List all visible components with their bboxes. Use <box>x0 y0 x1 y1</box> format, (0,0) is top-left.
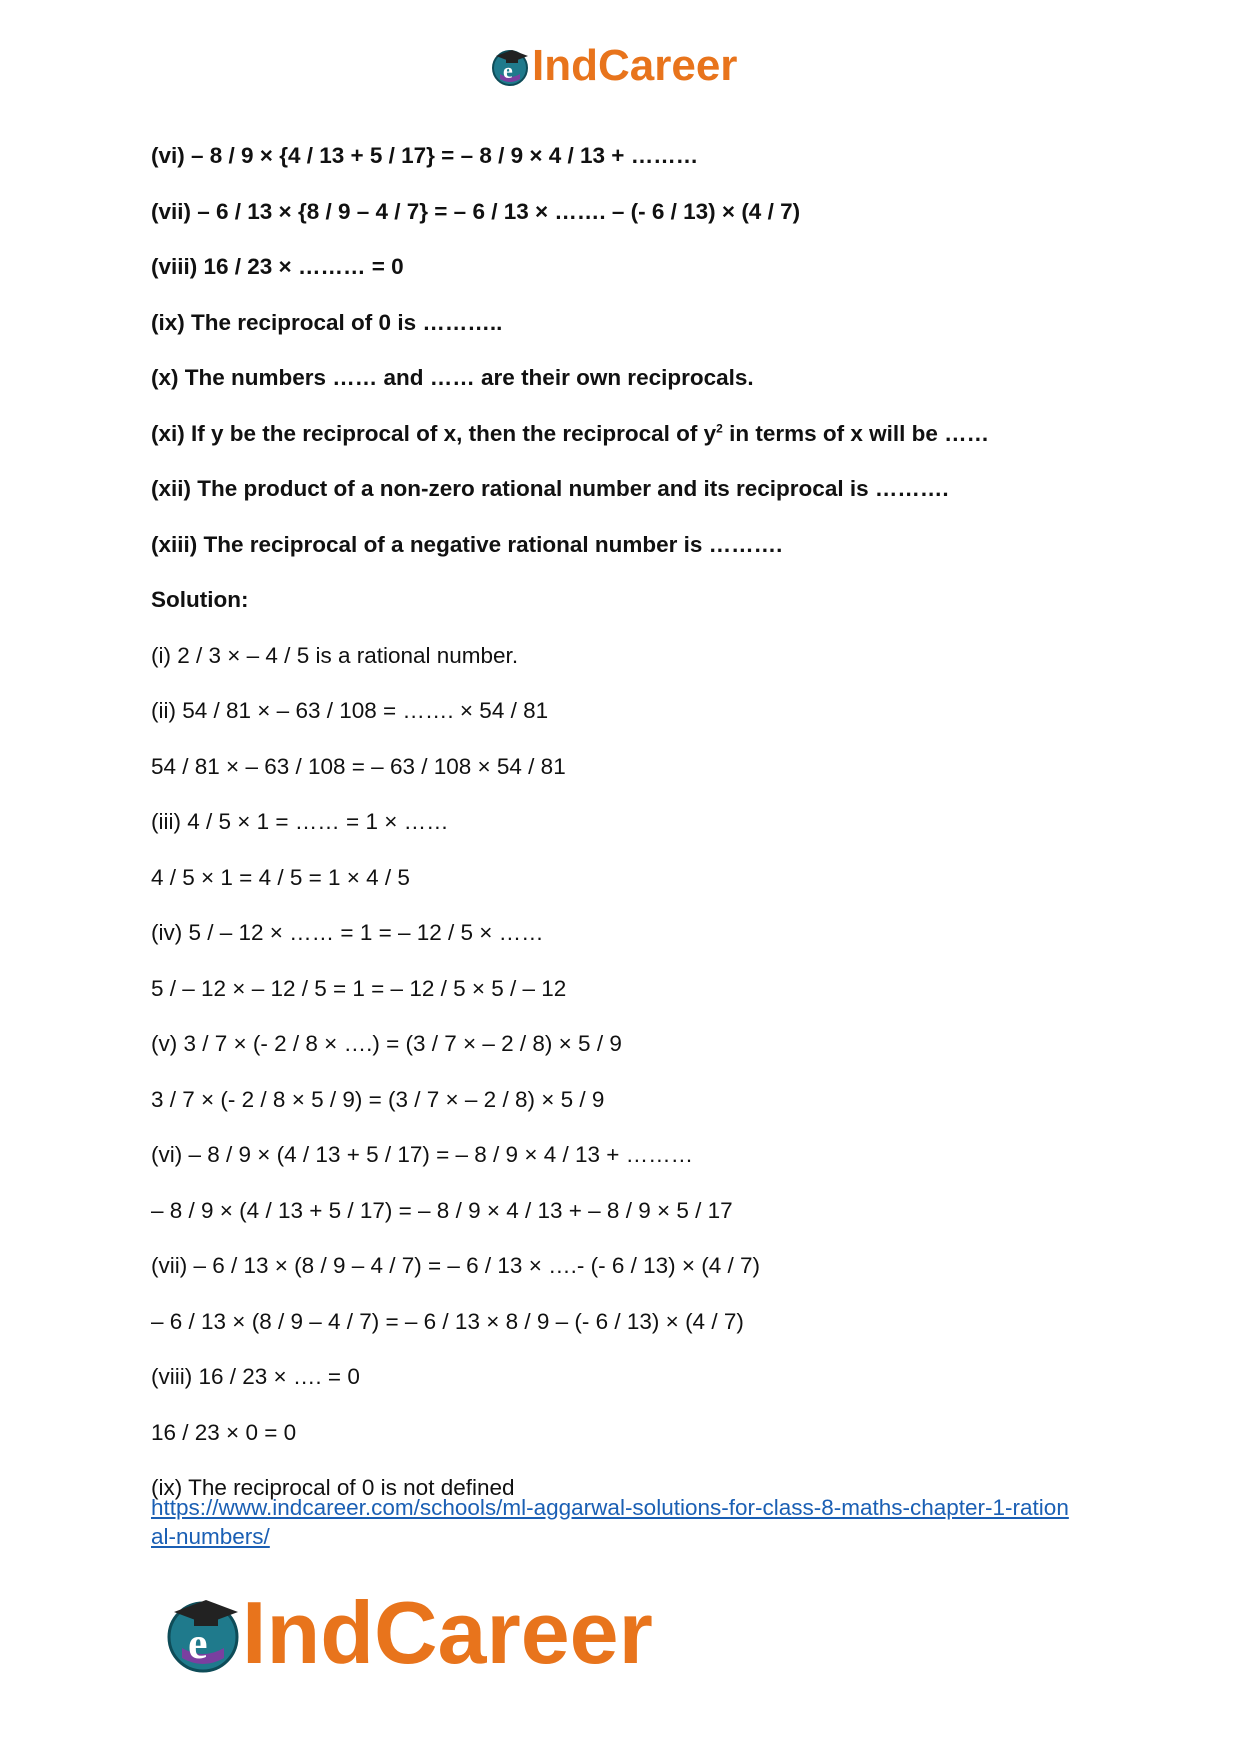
question-ix: (ix) The reciprocal of 0 is ……….. <box>151 309 503 335</box>
answer-line: (viii) 16 / 23 × …. = 0 <box>151 1364 360 1389</box>
source-link-line1: https://www.indcareer.com/schools/ml-aggarwal-solutions-for-class-8-maths-chapter-1-ration <box>151 1495 1069 1520</box>
question-xii: (xii) The product of a non-zero rational number and its reciprocal is ………. <box>151 476 949 501</box>
document-body <box>151 142 1111 1502</box>
answer-line: (vii) – 6 / 13 × (8 / 9 – 4 / 7) = – 6 / 13 × ….- (- 6 / 13) × (4 / 7) <box>151 1253 761 1278</box>
question-xi-before: (xi) If y be the reciprocal of x, then the reciprocal of y <box>151 420 717 446</box>
answer-line: 54 / 81 × – 63 / 108 = – 63 / 108 × 54 / 81 <box>151 753 566 779</box>
answer-line: (iv) 5 / – 12 × …… = 1 = – 12 / 5 × …… <box>151 920 544 945</box>
answer-line: 3 / 7 × (- 2 / 8 × 5 / 9) = (3 / 7 × – 2 / 8) × 5 / 9 <box>151 1086 605 1112</box>
question-xi-after: in terms of x will be …… <box>722 420 990 446</box>
source-link[interactable] <box>151 1493 1111 1551</box>
answer-line: (vi) – 8 / 9 × (4 / 13 + 5 / 17) = – 8 / 9 × 4 / 13 + ……… <box>151 1142 694 1167</box>
question-vi: (vi) – 8 / 9 × {4 / 13 + 5 / 17} = – 8 / 9 × 4 / 13 + ……… <box>151 143 699 168</box>
question-xi <box>151 420 1111 448</box>
answer-line: (v) 3 / 7 × (- 2 / 8 × ….) = (3 / 7 × – 2 / 8) × 5 / 9 <box>151 1031 622 1056</box>
question-x: (x) The numbers …… and …… are their own reciprocals. <box>151 365 754 390</box>
answer-line: (iii) 4 / 5 × 1 = …… = 1 × …… <box>151 809 449 834</box>
solution-heading: Solution: <box>151 587 249 612</box>
answer-line: 5 / – 12 × – 12 / 5 = 1 = – 12 / 5 × 5 / – 12 <box>151 975 567 1001</box>
answer-line: 16 / 23 × 0 = 0 <box>151 1419 297 1445</box>
question-vii: (vii) – 6 / 13 × {8 / 9 – 4 / 7} = – 6 / 13 × ……. – (- 6 / 13) × (4 / 7) <box>151 198 801 224</box>
answer-line: – 8 / 9 × (4 / 13 + 5 / 17) = – 8 / 9 × 4 / 13 + – 8 / 9 × 5 / 17 <box>151 1197 733 1223</box>
answer-line: (ii) 54 / 81 × – 63 / 108 = ……. × 54 / 81 <box>151 698 549 723</box>
graduation-globe-icon <box>160 1590 246 1676</box>
svg-text:e: e <box>503 58 513 83</box>
footer-logo <box>160 1583 720 1682</box>
header-logo <box>488 42 768 90</box>
question-xi-superscript: 2 <box>716 421 723 435</box>
answer-line: 4 / 5 × 1 = 4 / 5 = 1 × 4 / 5 <box>151 864 410 890</box>
question-xiii: (xiii) The reciprocal of a negative rational number is ………. <box>151 531 783 557</box>
source-link-line2: al-numbers/ <box>151 1524 270 1549</box>
answer-line: – 6 / 13 × (8 / 9 – 4 / 7) = – 6 / 13 × 8 / 9 – (- 6 / 13) × (4 / 7) <box>151 1308 744 1334</box>
logo-wordmark: IndCareer <box>532 41 738 90</box>
svg-text:e: e <box>188 1619 208 1668</box>
logo-wordmark: IndCareer <box>242 1583 653 1682</box>
answer-line: (i) 2 / 3 × – 4 / 5 is a rational number. <box>151 642 519 668</box>
graduation-globe-icon <box>488 44 532 88</box>
question-viii: (viii) 16 / 23 × ……… = 0 <box>151 254 404 279</box>
answer-line: (ix) The reciprocal of 0 is not defined <box>151 1475 515 1500</box>
